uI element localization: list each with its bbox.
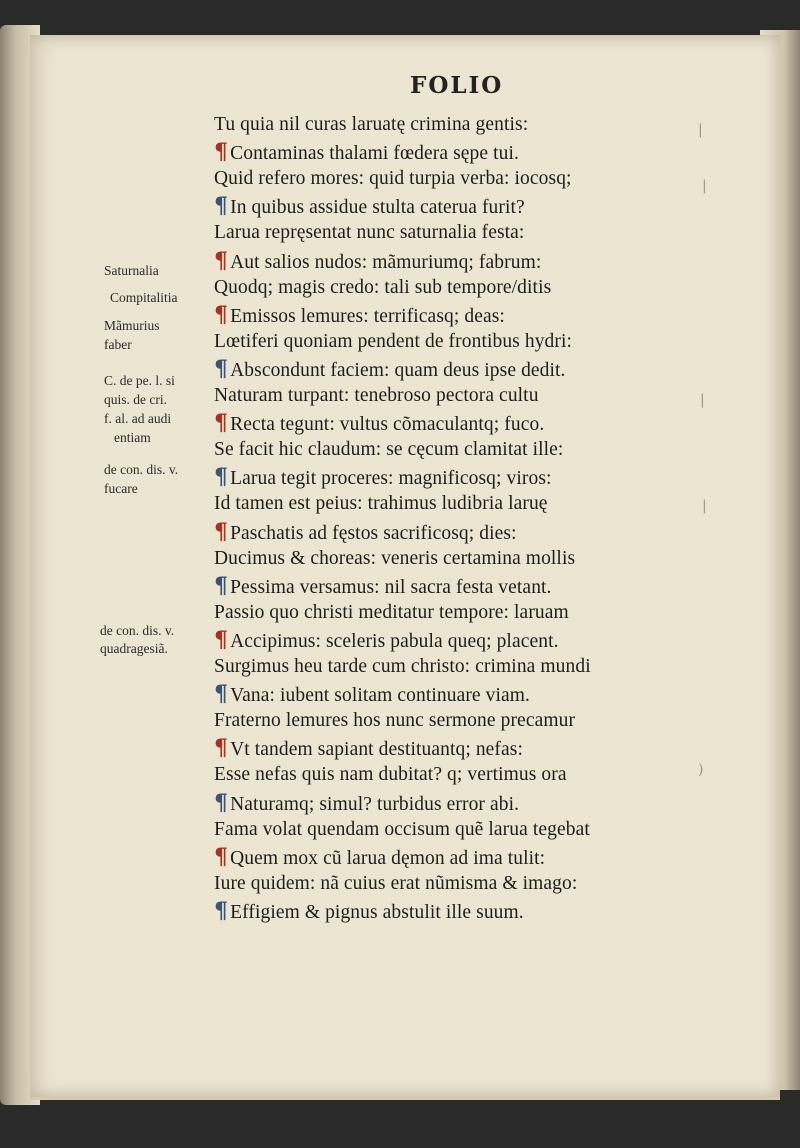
marginal-note: C. de pe. l. si xyxy=(104,373,175,388)
verse-line xyxy=(214,301,505,328)
red-pilcrow-icon: ¶ xyxy=(214,139,229,166)
blue-pilcrow-icon: ¶ xyxy=(214,789,229,816)
verse-line xyxy=(214,764,567,786)
blue-pilcrow-icon: ¶ xyxy=(214,464,229,491)
verse-text: Recta tegunt: vultus cõmaculantq; fuco. xyxy=(230,414,545,436)
red-pilcrow-icon: ¶ xyxy=(214,626,229,653)
verse-line xyxy=(214,493,548,515)
verse-line xyxy=(214,873,577,895)
verse-text: Se facit hic claudum: se cęcum clamitat ille: xyxy=(214,439,564,461)
verse-text: Larua tegit proceres: magnificosq; viros: xyxy=(230,468,552,490)
verse-text: Contaminas thalami fœdera sępe tui. xyxy=(230,143,519,165)
verse-line xyxy=(214,548,575,570)
verse-text: Vt tandem sapiant destituantq; nefas: xyxy=(230,739,523,761)
blue-pilcrow-icon: ¶ xyxy=(214,572,229,599)
verse-line xyxy=(214,656,591,678)
verse-line xyxy=(214,195,525,219)
verse-text: Fraterno lemures hos nunc sermone precamur xyxy=(214,710,576,732)
verse-text: Passio quo christi meditatur tempore: laruam xyxy=(214,601,569,623)
verse-text: Paschatis ad fęstos sacrificosq; dies: xyxy=(230,522,517,544)
verse-line xyxy=(214,843,546,870)
verse-text: Aut salios nudos: mãmuriumq; fabrum: xyxy=(230,251,542,273)
verse-text: Quem mox cũ larua dęmon ad ima tulit: xyxy=(230,847,546,869)
verse-text: Naturam turpant: tenebroso pectora cultu xyxy=(214,385,539,406)
marginal-note: Mãmurius xyxy=(104,318,160,333)
marginal-note: quadragesiã. xyxy=(100,641,168,656)
verse-text: Effigiem & pignus abstulit ille suum. xyxy=(230,901,524,923)
verse-text: Surgimus heu tarde cum christo: crimina mundi xyxy=(214,656,591,677)
verse-line xyxy=(214,819,590,841)
red-pilcrow-icon: ¶ xyxy=(214,735,229,762)
verse-line xyxy=(214,466,552,490)
marginal-note: Saturnalia xyxy=(104,263,159,278)
red-pilcrow-icon: ¶ xyxy=(214,518,229,545)
verse-line xyxy=(214,412,544,436)
verse-line xyxy=(214,572,552,599)
verse-text: Lœtiferi quoniam pendent de frontibus hydri: xyxy=(214,330,573,352)
red-pilcrow-icon: ¶ xyxy=(214,410,229,437)
verse-text: In quibus assidue stulta caterua furit? xyxy=(230,197,525,219)
verse-line xyxy=(214,168,572,190)
verse-text: Accipimus: sceleris pabula queq; placent. xyxy=(230,630,559,652)
blue-pilcrow-icon: ¶ xyxy=(214,681,229,708)
marginal-note: Compitalitia xyxy=(110,290,178,305)
blue-pilcrow-icon: ¶ xyxy=(214,193,229,220)
verse-line xyxy=(214,355,566,382)
red-pilcrow-icon: ¶ xyxy=(214,301,229,328)
verse-line xyxy=(214,141,519,165)
verse-line xyxy=(214,626,559,653)
verse-line xyxy=(214,385,539,407)
verse-text: Larua repręsentat nunc saturnalia festa: xyxy=(214,222,525,244)
verse-text: Esse nefas quis nam dubitat? q; vertimus ora xyxy=(214,764,567,786)
red-pilcrow-icon: ¶ xyxy=(214,843,229,870)
blue-pilcrow-icon: ¶ xyxy=(214,355,229,382)
verse-text: Iure quidem: nã cuius erat nũmisma & imago: xyxy=(214,872,578,894)
verse-text: Pessima versamus: nil sacra festa vetant. xyxy=(230,576,552,598)
verse-text: Vana: iubent solitam continuare viam. xyxy=(230,685,531,707)
show-through-mark: | xyxy=(702,178,707,194)
verse-text: Fama volat quendam occisum quẽ larua tegebat xyxy=(214,818,590,840)
verse-text: Quodq; magis credo: tali sub tempore/ditis xyxy=(214,276,552,298)
verse-line xyxy=(214,247,542,274)
verse-text: Emissos lemures: terrificasq; deas: xyxy=(230,305,505,327)
verse-text: Abscondunt faciem: quam deus ipse dedit. xyxy=(230,359,566,381)
marginal-note: de con. dis. v. xyxy=(100,623,175,638)
show-through-mark: ) xyxy=(698,762,704,778)
verse-text: Ducimus & choreas: veneris certamina mollis xyxy=(214,547,576,569)
verse-line xyxy=(214,683,530,707)
show-through-mark: | xyxy=(698,122,703,138)
verse-text: Quid refero mores: quid turpia verba: iocosq; xyxy=(214,168,572,190)
verse-line xyxy=(214,331,572,353)
verse-text: Id tamen est peius: trahimus ludibria laruę xyxy=(214,493,548,515)
verse-text: Naturamq; simul? turbidus error abi. xyxy=(230,793,520,815)
verse-line xyxy=(214,897,524,924)
verse-line xyxy=(214,710,575,732)
marginal-note: f. al. ad audi xyxy=(104,411,172,426)
verse-line xyxy=(214,439,563,461)
marginal-note: entiam xyxy=(114,430,151,445)
show-through-mark: | xyxy=(702,498,707,514)
verse-line xyxy=(214,602,569,624)
verse-line xyxy=(214,222,524,244)
verse-line xyxy=(214,277,551,299)
verse-line xyxy=(214,518,517,545)
blue-pilcrow-icon: ¶ xyxy=(214,897,229,924)
folio-header: FOLIO xyxy=(410,72,504,99)
verse-line xyxy=(214,114,528,136)
verse-line xyxy=(214,789,520,816)
marginal-note: quis. de cri. xyxy=(104,392,167,407)
verse-line xyxy=(214,737,523,761)
red-pilcrow-icon: ¶ xyxy=(214,247,229,274)
marginal-note: de con. dis. v. xyxy=(104,462,179,477)
marginal-note: faber xyxy=(104,337,132,352)
show-through-mark: | xyxy=(700,392,705,408)
marginal-note: fucare xyxy=(104,481,138,496)
verse-text: Tu quia nil curas laruatę crimina gentis: xyxy=(214,114,529,135)
